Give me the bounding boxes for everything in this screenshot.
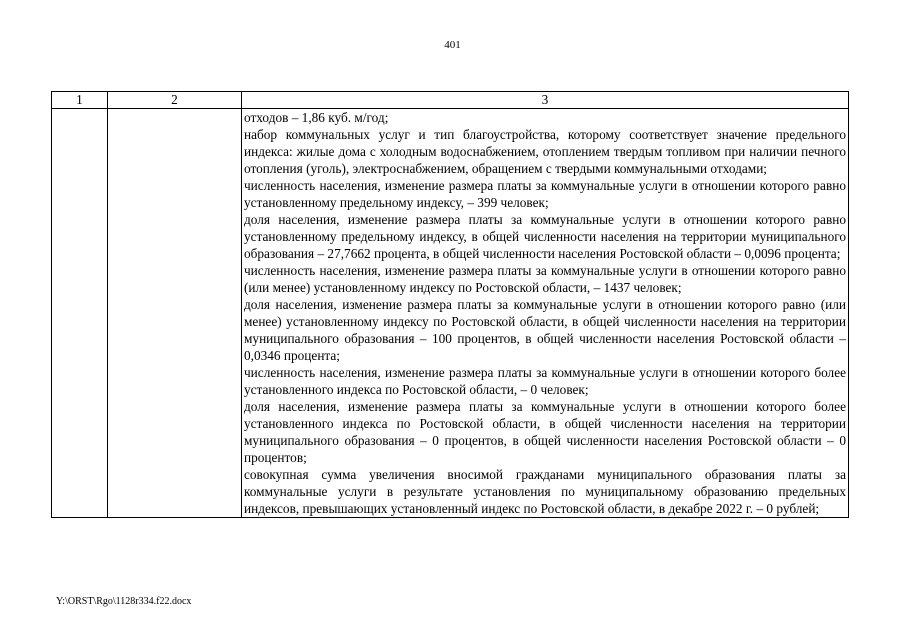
footer-file-path: Y:\ORST\Rgo\1128r334.f22.docx: [56, 596, 192, 607]
paragraph: численность населения, изменение размера платы за коммунальные услуги в отношении которого более установленного индекса по Ростовской области, – 0 человек;: [244, 365, 846, 397]
cell-col-1: [52, 109, 108, 518]
paragraph: набор коммунальных услуг и тип благоустройства, которому соответствует значение предельного индекса: жилые дома с холодным водоснабжением, отоплением твердым топливом при наличии печного отопления (уголь), электроснабжением, обращением с твердыми коммунальными отходами;: [244, 127, 846, 176]
paragraph: доля населения, изменение размера платы за коммунальные услуги в отношении которого равно (или менее) установленному индексу по Ростовской области, в общей численности населения на территории муниципального образования – 100 процентов, в общей численности населения Ростовской области – 0,0346 процента;: [244, 297, 846, 363]
paragraph: численность населения, изменение размера платы за коммунальные услуги в отношении которого равно установленному предельному индексу, – 399 человек;: [244, 178, 846, 210]
paragraph: доля населения, изменение размера платы за коммунальные услуги в отношении которого более установленного индекса по Ростовской области, в общей численности населения на территории муниципального образования – 0 процентов, в общей численности населения Ростовской области – 0 процентов;: [244, 399, 846, 465]
header-cell-3: 3: [242, 92, 849, 109]
page-number: 401: [444, 39, 461, 51]
header-cell-1: 1: [52, 92, 108, 109]
paragraph: доля населения, изменение размера платы за коммунальные услуги в отношении которого равно установленному предельному индексу, в общей численности населения на территории муниципального образования – 27,7662 процента, в общей численности населения Ростовской области – 0,0096 процента;: [244, 212, 846, 261]
header-cell-2: 2: [108, 92, 242, 109]
document-table: [51, 91, 849, 518]
paragraph: численность населения, изменение размера платы за коммунальные услуги в отношении которого равно (или менее) установленному индексу по Ростовской области, – 1437 человек;: [244, 263, 846, 295]
table-header-row: [52, 92, 849, 109]
cell-col-3: [242, 109, 849, 518]
cell-col-2: [108, 109, 242, 518]
table-row: [52, 109, 849, 518]
paragraph: отходов – 1,86 куб. м/год;: [244, 110, 389, 125]
paragraph: совокупная сумма увеличения вносимой гражданами муниципального образования платы за коммунальные услуги в результате установления по муниципальному образованию предельных индексов, превышающих установленный индекс по Ростовской области, в декабре 2022 г. – 0 рублей;: [244, 467, 846, 516]
